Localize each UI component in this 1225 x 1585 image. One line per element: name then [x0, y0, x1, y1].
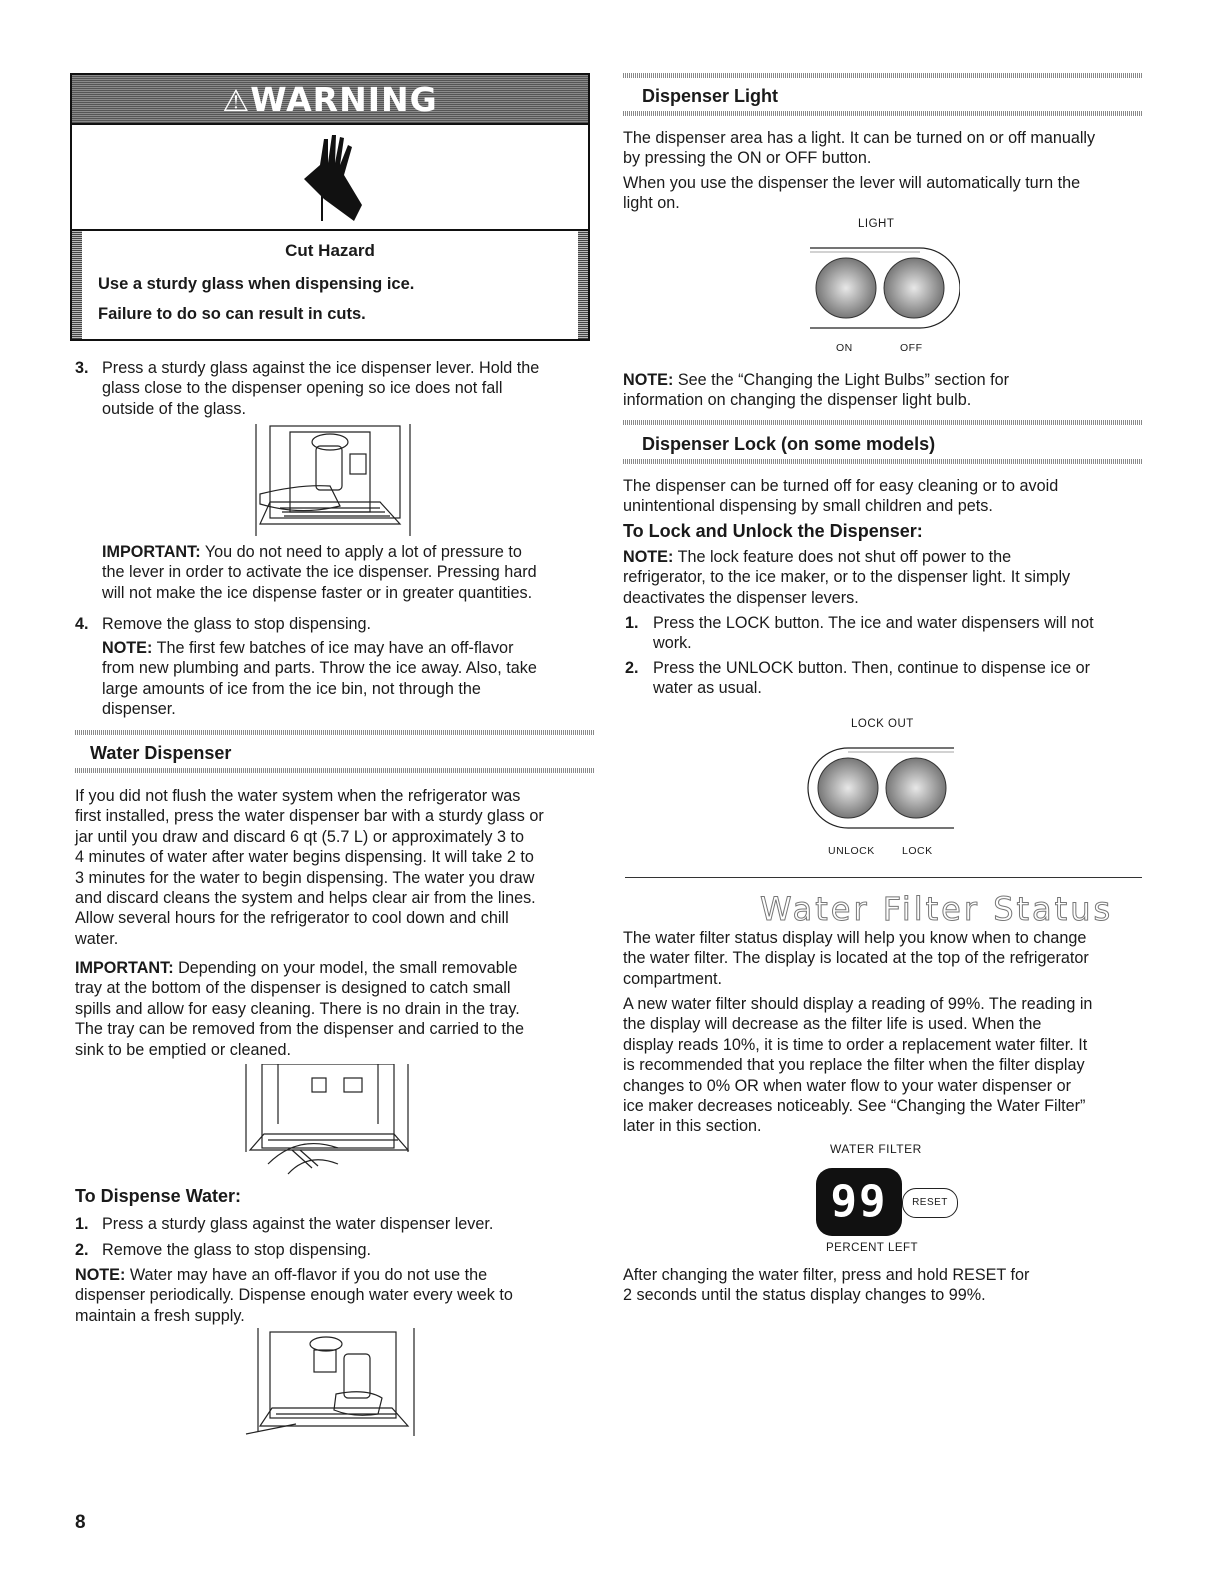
warning-line-2: Failure to do so can result in cuts.: [98, 305, 366, 323]
text-line: jar until you draw and discard 6 qt (5.7 L) or approximately 3 to: [75, 827, 524, 846]
text-line: 2 seconds until the status display changes to 99%.: [623, 1286, 986, 1305]
lock-step-2-number: 2.: [625, 659, 639, 677]
text-line: If you did not flush the water system when the refrigerator was: [75, 787, 521, 805]
after-change-paragraph: [623, 1265, 1153, 1306]
light-paragraph: [623, 128, 1153, 169]
text-line: water as usual.: [653, 679, 762, 698]
lock-button[interactable]: [886, 758, 946, 818]
note-2-paragraph: [75, 1265, 595, 1326]
warning-text-area: [72, 231, 588, 339]
important-label: IMPORTANT:: [102, 543, 201, 561]
lock-label: LOCK: [902, 845, 933, 857]
text-line: water.: [75, 929, 119, 948]
unlock-button[interactable]: [818, 758, 878, 818]
dispenser-lock-heading: Dispenser Lock (on some models): [642, 434, 936, 454]
text-line: from new plumbing and parts. Throw the ice away. Also, take: [102, 659, 537, 678]
text-line: Press the UNLOCK button. Then, continue to dispense ice or: [653, 659, 1091, 677]
note-label: NOTE:: [102, 639, 153, 657]
unlock-label: UNLOCK: [828, 845, 875, 857]
lock-subheading: To Lock and Unlock the Dispenser:: [623, 521, 923, 541]
lock-note: [623, 547, 1153, 608]
section-rule: [75, 768, 595, 773]
lock-paragraph: [623, 476, 1153, 517]
text-line: Press a sturdy glass against the ice dispenser lever. Hold the: [102, 359, 540, 377]
section-rule: [623, 420, 1143, 425]
text-line: by pressing the ON or OFF button.: [623, 149, 872, 168]
text-line: glass close to the dispenser opening so ice does not fall: [102, 379, 503, 398]
water-dispenser-illustration: [236, 1328, 426, 1440]
text-line: large amounts of ice from the ice bin, not through the: [102, 679, 481, 698]
text-line: Water may have an off-flavor if you do not use the: [125, 1266, 488, 1284]
text-line: The water filter status display will help you know when to change: [623, 929, 1087, 947]
text-line: Allow several hours for the refrigerator to cool down and chill: [75, 909, 509, 928]
warning-triangle-icon: ⚠: [222, 83, 251, 119]
dispenser-tray-illustration: [228, 1064, 418, 1184]
text-line: is recommended that you replace the filter when the filter display: [623, 1056, 1085, 1075]
filter-digit-display: 99: [816, 1168, 902, 1236]
text-line: first installed, press the water dispenser bar with a sturdy glass or: [75, 807, 544, 826]
on-label: ON: [836, 342, 853, 354]
note-paragraph: [102, 638, 597, 720]
step-4-text: Remove the glass to stop dispensing.: [102, 615, 372, 633]
section-rule: [623, 111, 1143, 116]
text-line: A new water filter should display a reading of 99%. The reading in: [623, 995, 1093, 1013]
note-label: NOTE:: [75, 1266, 126, 1284]
text-line: display reads 10%, it is time to order a replacement water filter. It: [623, 1035, 1088, 1054]
warning-icon-area: [72, 123, 588, 231]
text-line: The dispenser can be turned off for easy cleaning or to avoid: [623, 477, 1059, 495]
note-label: NOTE:: [623, 371, 674, 389]
text-line: spills and allow for easy cleaning. There is no drain in the tray.: [75, 999, 520, 1018]
text-line: When you use the dispenser the lever will automatically turn the: [623, 174, 1081, 192]
text-line: deactivates the dispenser levers.: [623, 588, 859, 607]
text-line: 3 minutes for the water to begin dispensing. The water you draw: [75, 868, 535, 887]
warning-box: [70, 73, 590, 341]
lock-step-2-text: [653, 658, 1153, 699]
important-paragraph: [102, 542, 597, 603]
percent-left-caption: PERCENT LEFT: [826, 1242, 919, 1254]
off-label: OFF: [900, 342, 923, 354]
text-line: The lock feature does not shut off power to the: [673, 548, 1012, 566]
note-label: NOTE:: [623, 548, 674, 566]
page-number: 8: [75, 1512, 86, 1533]
section-divider: [625, 877, 1142, 878]
reset-button[interactable]: RESET: [902, 1188, 958, 1218]
wfs-paragraph: [623, 928, 1153, 989]
warning-title: Cut Hazard: [285, 241, 375, 260]
light-paragraph-2: [623, 173, 1153, 214]
text-line: unintentional dispensing by small children and pets.: [623, 497, 993, 516]
warning-line-1: Use a sturdy glass when dispensing ice.: [98, 275, 415, 293]
text-line: and discard cleans the system and helps clear air from the lines.: [75, 889, 536, 908]
lock-step-1-number: 1.: [625, 614, 639, 632]
dispense-step-2-number: 2.: [75, 1241, 89, 1259]
text-line: Press the LOCK button. The ice and water dispensers will not: [653, 614, 1094, 632]
text-line: dispenser.: [102, 700, 176, 719]
on-button[interactable]: [816, 258, 876, 318]
warning-header: [72, 75, 588, 125]
lock-button-panel: [804, 744, 954, 830]
text-line: You do not need to apply a lot of pressure to: [200, 543, 522, 561]
text-line: information on changing the dispenser light bulb.: [623, 391, 972, 410]
water-filter-status-heading: Water Filter Status: [760, 890, 1114, 928]
warning-header-text: ⚠WARNING: [222, 79, 438, 119]
text-line: outside of the glass.: [102, 399, 246, 418]
text-line: After changing the water filter, press and hold RESET for: [623, 1266, 1030, 1284]
dispense-water-heading: To Dispense Water:: [75, 1186, 242, 1206]
text-line: the water filter. The display is located at the top of the refrigerator: [623, 949, 1089, 968]
dispense-step-1-text: Press a sturdy glass against the water dispenser lever.: [102, 1215, 494, 1233]
light-note: [623, 370, 1153, 411]
step-3-text: [102, 358, 592, 419]
text-line: maintain a fresh supply.: [75, 1306, 245, 1325]
dispenser-light-heading: Dispenser Light: [642, 86, 779, 106]
text-line: 4 minutes of water after water begins dispensing. It will take 2 to: [75, 848, 534, 867]
step-4-number: 4.: [75, 615, 89, 633]
text-line: dispenser periodically. Dispense enough water every week to: [75, 1286, 513, 1305]
text-line: work.: [653, 634, 692, 653]
off-button[interactable]: [884, 258, 944, 318]
step-3-number: 3.: [75, 359, 89, 377]
text-line: the lever in order to activate the ice dispenser. Pressing hard: [102, 563, 537, 582]
section-rule: [623, 73, 1143, 78]
text-line: ice maker decreases noticeably. See “Changing the Water Filter”: [623, 1097, 1086, 1116]
lockout-caption: LOCK OUT: [851, 718, 914, 730]
text-line: later in this section.: [623, 1117, 762, 1136]
text-line: compartment.: [623, 969, 722, 988]
section-rule: [75, 730, 595, 735]
text-line: refrigerator, to the ice maker, or to the dispenser light. It simply: [623, 568, 1071, 587]
important-2-paragraph: [75, 958, 595, 1060]
water-dispenser-heading: Water Dispenser: [90, 743, 232, 763]
light-button-panel: [810, 244, 960, 334]
ice-dispenser-illustration: [230, 424, 420, 536]
text-line: changes to 0% OR when water flow to your water dispenser or: [623, 1076, 1072, 1095]
text-line: The tray can be removed from the dispenser and carried to the: [75, 1020, 524, 1039]
text-line: the display will decrease as the filter life is used. When the: [623, 1015, 1042, 1034]
text-line: tray at the bottom of the dispenser is designed to catch small: [75, 979, 511, 998]
dispense-step-2-text: Remove the glass to stop dispensing.: [102, 1241, 372, 1259]
water-filter-caption: WATER FILTER: [830, 1142, 922, 1156]
important-label: IMPORTANT:: [75, 959, 174, 977]
text-line: The dispenser area has a light. It can be turned on or off manually: [623, 129, 1096, 147]
section-rule: [623, 459, 1143, 464]
cut-hand-icon: [290, 129, 370, 225]
text-line: Depending on your model, the small removable: [173, 959, 518, 977]
light-caption: LIGHT: [858, 218, 895, 230]
text-line: light on.: [623, 194, 680, 213]
water-paragraph: [75, 786, 595, 949]
text-line: The first few batches of ice may have an off-flavor: [152, 639, 514, 657]
dispense-step-1-number: 1.: [75, 1215, 89, 1233]
text-line: sink to be emptied or cleaned.: [75, 1040, 291, 1059]
text-line: will not make the ice dispense faster or in greater quantities.: [102, 583, 533, 602]
text-line: See the “Changing the Light Bulbs” section for: [673, 371, 1010, 389]
lock-step-1-text: [653, 613, 1153, 654]
wfs-paragraph-2: [623, 994, 1153, 1137]
